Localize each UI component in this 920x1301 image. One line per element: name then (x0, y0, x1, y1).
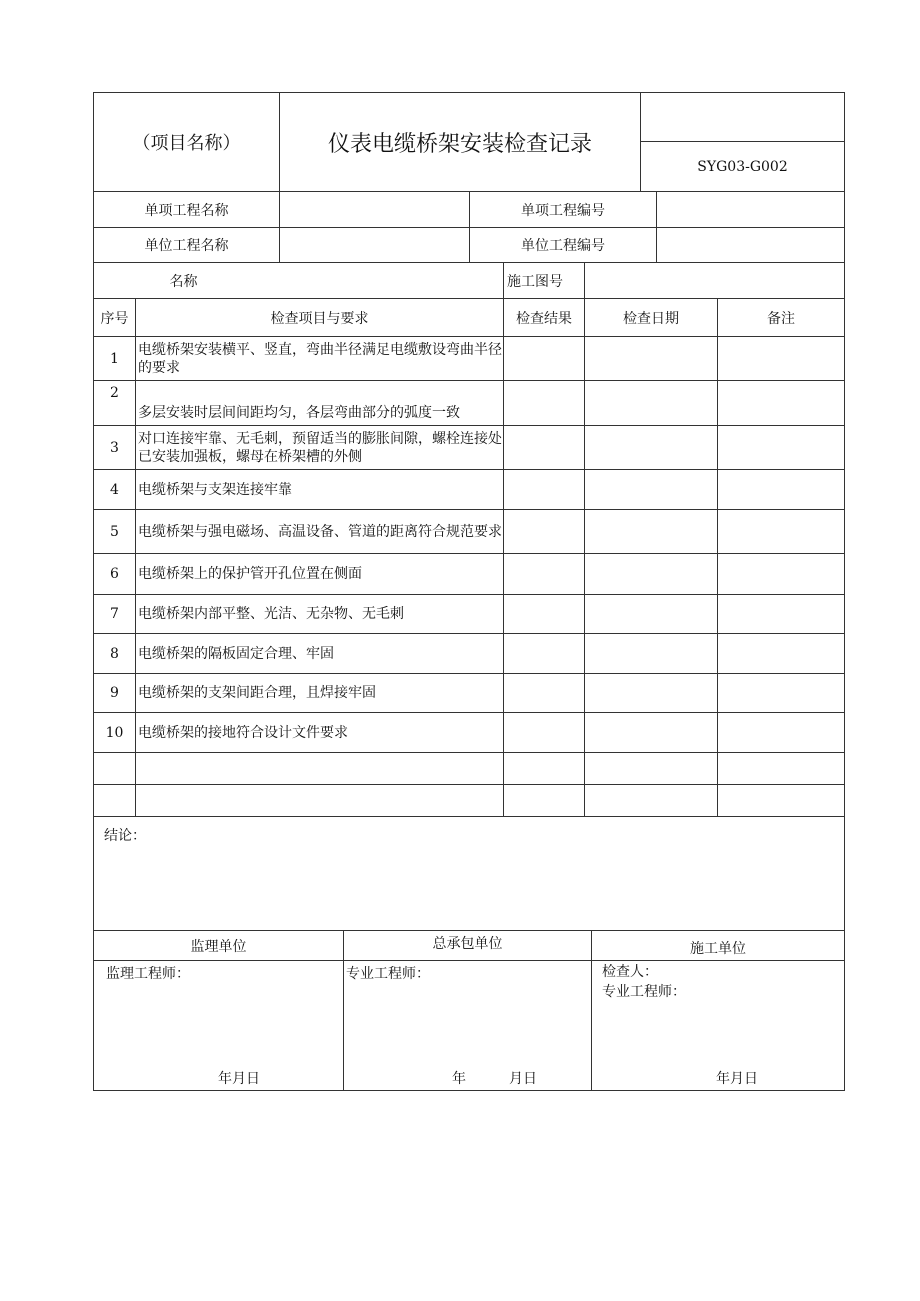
col-header-date: 检查日期 (585, 299, 718, 337)
row-date[interactable] (585, 337, 718, 381)
row-remark[interactable] (718, 785, 845, 817)
row-requirement: 电缆桥架上的保护管开孔位置在侧面 (136, 554, 504, 595)
row-requirement: 电缆桥架内部平整、光洁、无杂物、无毛刺 (136, 595, 504, 634)
row-requirement: 多层安装时层间间距均匀，各层弯曲部分的弧度一致 (136, 381, 504, 426)
single-project-no-label: 单项工程编号 (470, 192, 657, 228)
row-remark[interactable] (718, 753, 845, 785)
row-result[interactable] (504, 554, 585, 595)
row-remark[interactable] (718, 470, 845, 510)
row-result[interactable] (504, 381, 585, 426)
supervision-sign-area[interactable] (94, 961, 344, 1091)
project-name-placeholder: （项目名称） (94, 93, 280, 192)
row-number: 10 (94, 713, 136, 753)
row-date[interactable] (585, 595, 718, 634)
table-row-blank (94, 753, 845, 785)
row-result[interactable] (504, 753, 585, 785)
row-requirement[interactable] (136, 785, 504, 817)
supervision-engineer-label: 监理工程师： (106, 966, 190, 982)
conclusion-area[interactable] (94, 817, 845, 931)
row-result[interactable] (504, 595, 585, 634)
row-date[interactable] (585, 753, 718, 785)
row-number (94, 381, 136, 426)
row-remark[interactable] (718, 595, 845, 634)
drawing-no-label: 施工图号 (504, 263, 585, 299)
project-info (93, 191, 845, 263)
row-result[interactable] (504, 426, 585, 470)
row-result[interactable] (504, 337, 585, 381)
row-number: 4 (94, 470, 136, 510)
row-result[interactable] (504, 785, 585, 817)
row-date[interactable] (585, 713, 718, 753)
table-row (94, 634, 845, 674)
table-row (94, 381, 845, 426)
form-code: SYG03-G002 (641, 142, 845, 192)
row-remark[interactable] (718, 381, 845, 426)
single-project-name-label: 单项工程名称 (94, 192, 280, 228)
form-title: 仪表电缆桥架安装检查记录 (280, 93, 641, 192)
row-number[interactable] (94, 753, 136, 785)
supervision-date: 年月日 (218, 1071, 260, 1087)
row-remark[interactable] (718, 337, 845, 381)
row-date[interactable] (585, 785, 718, 817)
row-requirement: 电缆桥架的支架间距合理，且焊接牢固 (136, 674, 504, 713)
row-requirement: 电缆桥架的隔板固定合理、牢固 (136, 634, 504, 674)
row-date[interactable] (585, 470, 718, 510)
inspector-label: 检查人： (602, 964, 658, 980)
row-date[interactable] (585, 634, 718, 674)
row-result[interactable] (504, 674, 585, 713)
general-contractor-label: 总承包单位 (344, 931, 592, 961)
unit-project-no-label: 单位工程编号 (470, 228, 657, 263)
name-label (94, 263, 504, 299)
row-remark[interactable] (718, 674, 845, 713)
table-row (94, 426, 845, 470)
row-requirement: 电缆桥架与强电磁场、高温设备、管道的距离符合规范要求 (136, 510, 504, 554)
row-date[interactable] (585, 426, 718, 470)
construction-unit-label: 施工单位 (592, 931, 845, 961)
unit-project-name-value[interactable] (280, 228, 470, 263)
col-header-item: 检查项目与要求 (136, 299, 504, 337)
construction-sign-area[interactable] (592, 961, 845, 1091)
col-header-seq: 序号 (94, 299, 136, 337)
name-label-text: 名称 (169, 273, 198, 290)
row-number: 7 (94, 595, 136, 634)
col-header-result: 检查结果 (504, 299, 585, 337)
unit-project-no-value[interactable] (657, 228, 845, 263)
row-remark[interactable] (718, 510, 845, 554)
row-remark[interactable] (718, 426, 845, 470)
row-result[interactable] (504, 510, 585, 554)
contractor-sign-area[interactable] (344, 961, 592, 1091)
table-row (94, 595, 845, 634)
row-number[interactable] (94, 785, 136, 817)
contractor-date-month-day: 月日 (509, 1071, 537, 1087)
row-date[interactable] (585, 381, 718, 426)
drawing-no-value[interactable] (585, 263, 845, 299)
table-row-blank (94, 785, 845, 817)
signoff-table (93, 930, 845, 1091)
row-date[interactable] (585, 554, 718, 595)
construction-date: 年月日 (716, 1071, 758, 1087)
contractor-date-year: 年 (452, 1071, 466, 1087)
conclusion-label: 结论： (104, 828, 146, 844)
row-result[interactable] (504, 713, 585, 753)
row-number: 3 (94, 426, 136, 470)
form-code-blank (641, 93, 845, 142)
row-number: 1 (94, 337, 136, 381)
form-header (93, 92, 845, 192)
supervision-unit-label: 监理单位 (94, 931, 344, 961)
row-requirement: 对口连接牢靠、无毛刺，预留适当的膨胀间隙，螺栓连接处已安装加强板，螺母在桥架槽的外侧 (136, 426, 504, 470)
single-project-name-value[interactable] (280, 192, 470, 228)
row-remark[interactable] (718, 554, 845, 595)
table-row (94, 337, 845, 381)
construction-engineer-label: 专业工程师： (602, 984, 686, 1000)
row-date[interactable] (585, 510, 718, 554)
table-row (94, 554, 845, 595)
row-number: 9 (94, 674, 136, 713)
row-number: 8 (94, 634, 136, 674)
row-requirement: 电缆桥架的接地符合设计文件要求 (136, 713, 504, 753)
single-project-no-value[interactable] (657, 192, 845, 228)
table-row (94, 674, 845, 713)
row-result[interactable] (504, 470, 585, 510)
table-row (94, 470, 845, 510)
row-remark[interactable] (718, 713, 845, 753)
inspection-table (93, 262, 845, 931)
row-number: 5 (94, 510, 136, 554)
contractor-engineer-label: 专业工程师： (346, 966, 430, 982)
unit-project-name-label: 单位工程名称 (94, 228, 280, 263)
table-row (94, 510, 845, 554)
col-header-remark: 备注 (718, 299, 845, 337)
row-requirement: 电缆桥架安装横平、竖直，弯曲半径满足电缆敷设弯曲半径的要求 (136, 337, 504, 381)
inspection-record-form (93, 92, 844, 1091)
row-number-text: 2 (110, 385, 119, 401)
row-number: 6 (94, 554, 136, 595)
row-requirement: 电缆桥架与支架连接牢靠 (136, 470, 504, 510)
table-row (94, 713, 845, 753)
row-remark[interactable] (718, 634, 845, 674)
row-requirement[interactable] (136, 753, 504, 785)
row-result[interactable] (504, 634, 585, 674)
row-date[interactable] (585, 674, 718, 713)
